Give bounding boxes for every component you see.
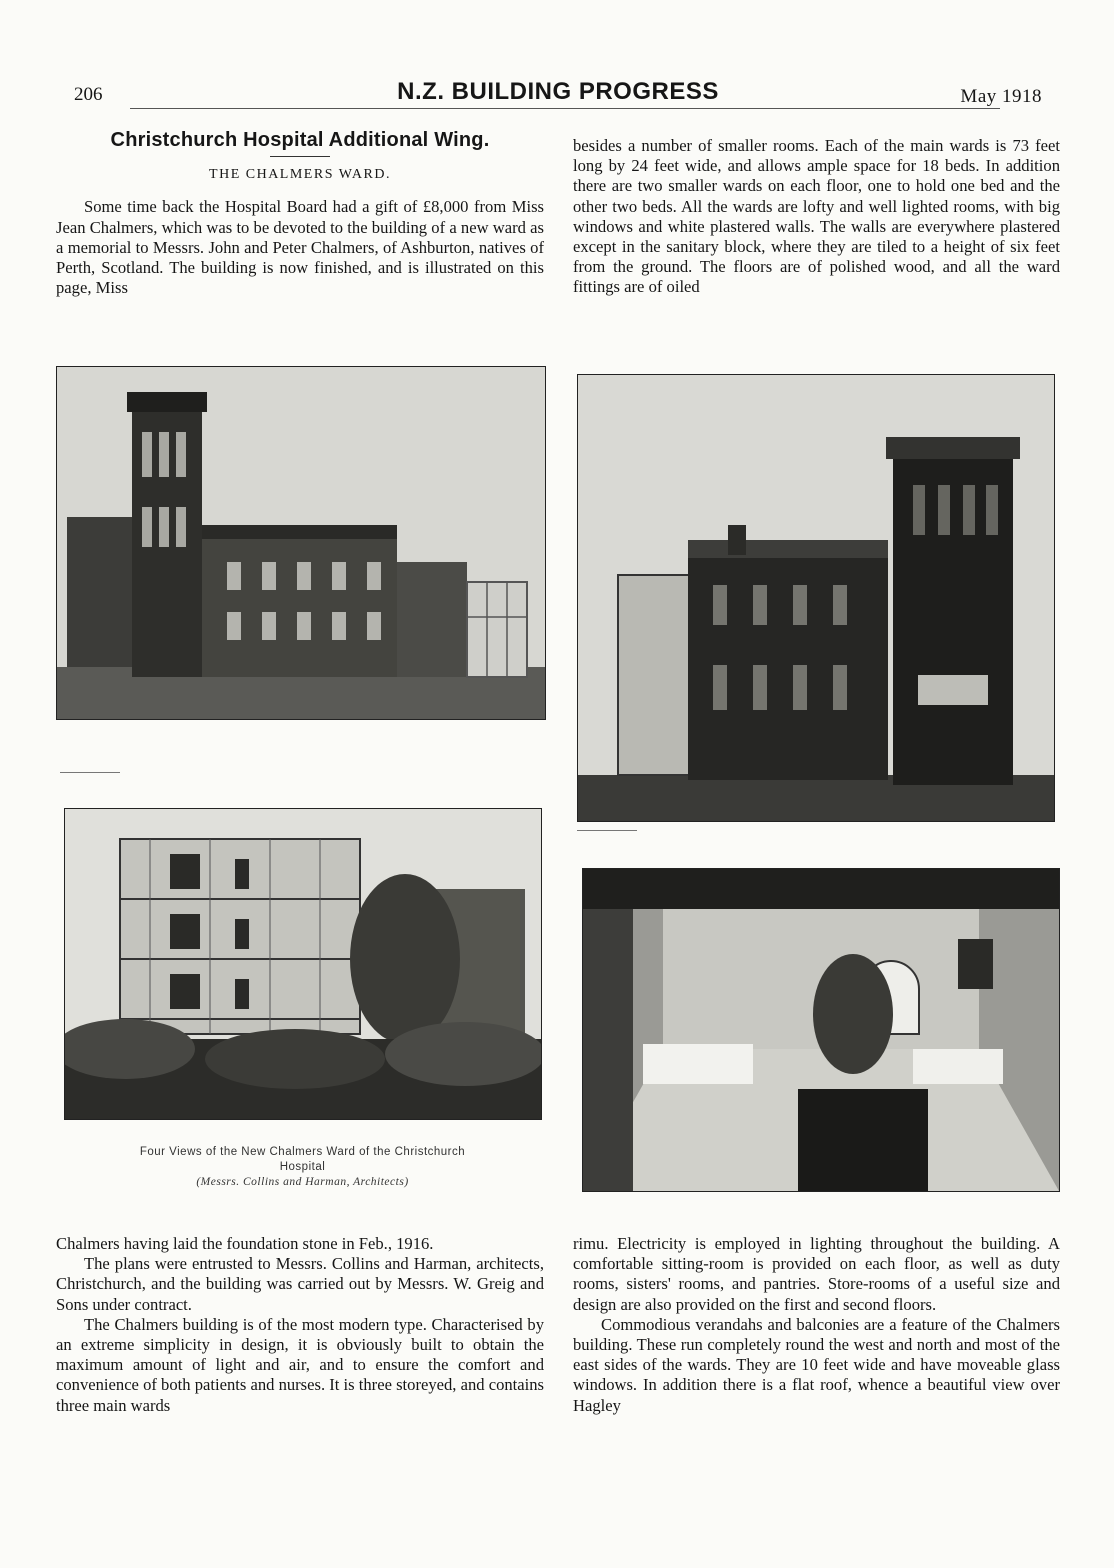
column-1-bottom: [56, 1234, 544, 1416]
article-subtitle: THE CHALMERS WARD.: [209, 167, 391, 183]
column-2-top: [573, 136, 1060, 298]
header-rule: [130, 108, 1000, 109]
page-number: 206: [74, 84, 103, 105]
paragraph: rimu. Electricity is employed in lighting throughout the building. A comfortable sitting-room is provided on each floor, as well as duty rooms, sisters' rooms, and pantries. Store-rooms of a useful size and design are also provided on the first and second floors.: [573, 1234, 1060, 1314]
divider: [577, 830, 637, 831]
article-title: Christchurch Hospital Additional Wing.: [110, 129, 490, 151]
page-header: [56, 78, 1060, 112]
issue-date: May 1918: [960, 86, 1042, 107]
photo-exterior-verandahs: [64, 808, 542, 1120]
photo-exterior-tower-left: [56, 366, 546, 720]
divider: [60, 772, 120, 773]
caption-line: Hospital: [279, 1161, 326, 1173]
paragraph: The plans were entrusted to Messrs. Collins and Harman, architects, Christchurch, and the building was carried out by Messrs. W. Greig and Sons under contract.: [56, 1254, 544, 1314]
photo-ward-interior: [582, 868, 1060, 1192]
column-2-bottom: [573, 1234, 1060, 1416]
paragraph: Some time back the Hospital Board had a gift of £8,000 from Miss Jean Chalmers, which was to be devoted to the building of a new ward as a memorial to Messrs. John and Peter Chalmers, of Ashburton, natives of Perth, Scotland. The building is now finished, and is illustrated on this page, Miss: [56, 197, 544, 298]
paragraph: Commodious verandahs and balconies are a feature of the Chalmers building. These run completely round the west and north and most of the east sides of the wards. They are 10 feet wide and have moveable glass windows. In addition there is a flat roof, whence a beautiful view over Hagley: [573, 1314, 1060, 1415]
caption-line: Four Views of the New Chalmers Ward of the Christchurch: [139, 1146, 466, 1158]
title-rule: [270, 156, 330, 157]
paragraph: Chalmers having laid the foundation stone in Feb., 1916.: [56, 1234, 434, 1253]
figure-caption: [60, 1145, 545, 1190]
paragraph: The Chalmers building is of the most modern type. Characterised by an extreme simplicity in design, it is obviously built to obtain the maximum amount of light and air, and to ensure the comfort and convenience of both patients and nurses. It is three storeyed, and contains three main wards: [56, 1314, 544, 1415]
column-1-top: [56, 130, 544, 298]
caption-credit: (Messrs. Collins and Harman, Architects): [196, 1176, 409, 1188]
masthead: N.Z. BUILDING PROGRESS: [397, 78, 719, 105]
photo-exterior-tower-right: [577, 374, 1055, 822]
paragraph: besides a number of smaller rooms. Each of the main wards is 73 feet long by 24 feet wide, and allows ample space for 18 beds. In addition there are two smaller wards on each floor, one to hold one bed and the other two beds. All the wards are lofty and well lighted rooms, with big windows and white plastered walls. The walls are everywhere plastered except in the sanitary block, where they are tiled to a height of six feet from the ground. The floors are of polished wood, and all the ward fittings are of oiled: [573, 136, 1060, 297]
